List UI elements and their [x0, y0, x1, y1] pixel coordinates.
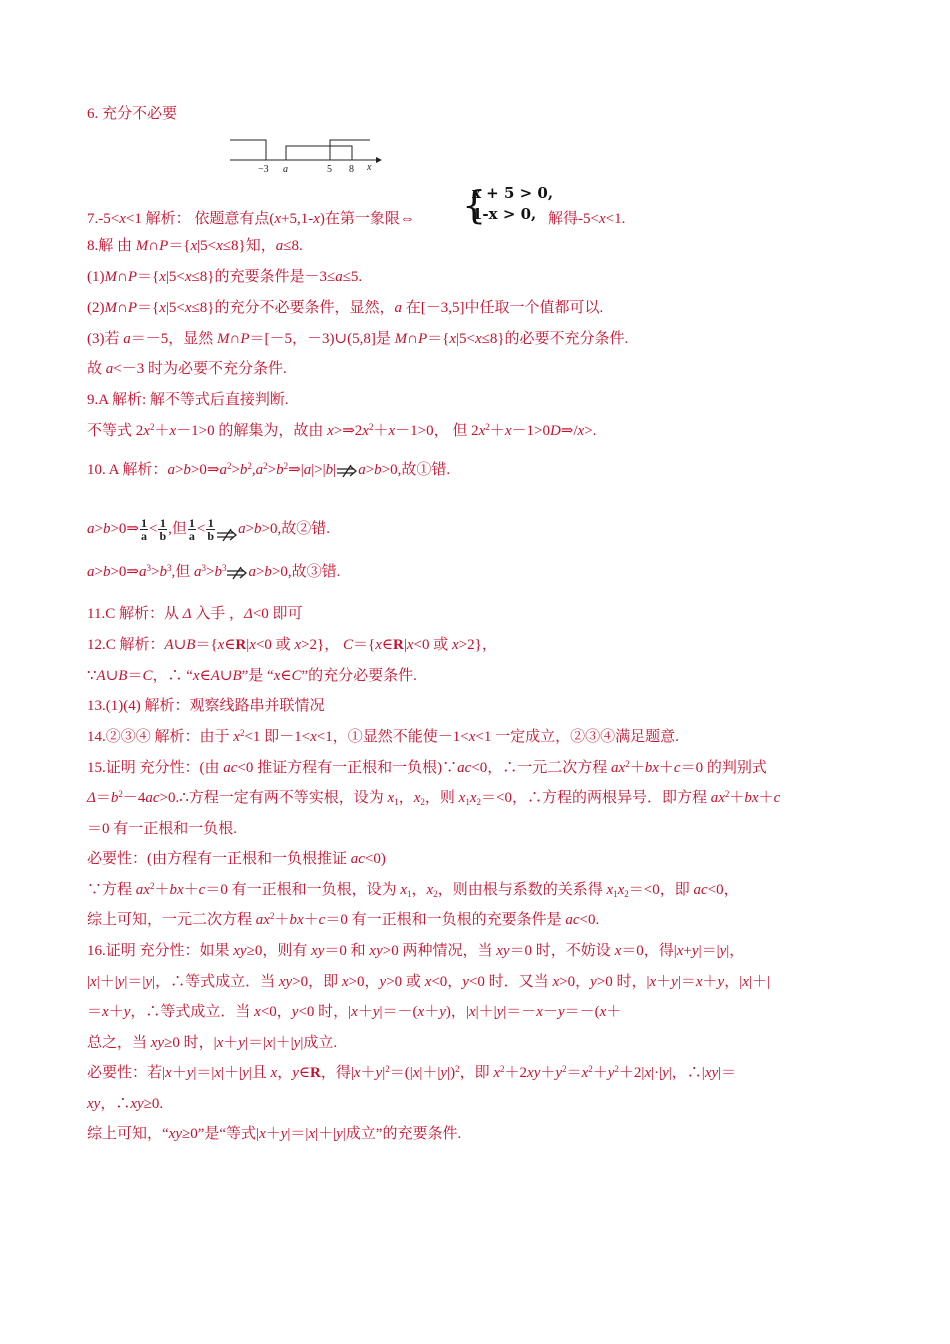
- q8-line-4: (3)若 a＝－5，显然 M∩P＝[－5，－3)∪(5,8]是 M∩P＝{x|5<x≤8}的必要不充分条件.: [87, 331, 629, 347]
- q10-line-1: 10. A 解析：$a>b>0\Rightarrow a^2>b^2,a^2>b^2\Rightarrow|a|>|b|$ a>b>0,故①错.: [87, 461, 451, 478]
- q15-line-4: 必要性：(由方程有一正根和一负根推证 ac<0): [87, 851, 386, 867]
- fraction-1-over-b: $\frac{1}{b}$: [207, 516, 215, 544]
- tick-neg3: −3: [258, 164, 269, 175]
- q7-equation-system: { x + 5 > 0, 1-x > 0,: [462, 183, 554, 227]
- number-line-diagram: [228, 134, 388, 176]
- tick-5: 5: [327, 164, 332, 175]
- q7-line: 7.-5<x<1 解析： 依题意有点(x+5,1-x)在第一象限⇔: [87, 211, 415, 227]
- tick-a: a: [283, 164, 288, 175]
- q15-line-3: ＝0 有一正根和一负根.: [87, 821, 238, 837]
- q8-line-5: 故 a<－3 时为必要不充分条件.: [87, 361, 287, 377]
- q9-line-2: 不等式 $2x^2+x-1>0$ 的解集为，故由 $x>\Rightarrow 2x^2+x-1>0$， 但 $2x^2+x-1>0D\Rightarrow/x>$.: [87, 422, 597, 439]
- q10-line-3: $a>b>0\Rightarrow a^3>b^3$,但 $a^3>b^3$ a>b>0,故③错.: [87, 563, 341, 580]
- q15-line-1: 15.证明 充分性：(由 ac<0 推证方程有一正根和一负根)∵ac<0，∴一元二次方程 $ax^2+bx+c=0$ 的判别式: [87, 759, 767, 776]
- q12-line-2: ∵A∪B＝C，∴ “x∈A∪B”是 “x∈C”的充分必要条件.: [87, 668, 417, 684]
- q9-line-1: 9.A 解析: 解不等式后直接判断.: [87, 392, 289, 408]
- fraction-1-over-a: $\frac{1}{a}$: [141, 516, 147, 544]
- q11-line: 11.C 解析：从 Δ 入手 ，Δ<0 即可: [87, 606, 303, 622]
- not-implies-icon: [336, 464, 358, 478]
- q16-line-4: 总之，当 xy≥0 时，|x＋y|＝|x|＋|y|成立.: [87, 1035, 338, 1051]
- q8-line-1: 8.解 由 M∩P＝{x|5<x≤8}知，a≤8.: [87, 238, 303, 254]
- q14-line: 14.②③④ 解析：由于 $x^2<1$ 即－1<x<1，①显然不能使－1<x<1 一定成立，②③④满足题意.: [87, 728, 679, 745]
- q16-line-7: 综上可知，“xy≥0”是“等式|x＋y|＝|x|＋|y|成立”的充要条件.: [87, 1126, 462, 1142]
- q7-result: 解得-5<x<1.: [548, 211, 626, 227]
- q13-line: 13.(1)(4) 解析：观察线路串并联情况: [87, 698, 325, 714]
- q16-line-6: xy，∴xy≥0.: [87, 1096, 164, 1112]
- q16-line-1: 16.证明 充分性：如果 xy≥0，则有 xy＝0 和 xy>0 两种情况，当 xy＝0 时，不妨设 x＝0，得|x+y|＝|y|，: [87, 943, 745, 959]
- tick-x: x: [367, 162, 372, 173]
- not-implies-icon: [226, 566, 248, 580]
- q16-line-5: 必要性：若|x＋y|＝|x|＋|y|且 x，y∈R，得$|x+y|^2=(|x|+|y|)^2$，即 $x^2+2xy+y^2=x^2+y^2+2|x|\cdot|y|$，∴|xy|＝: [87, 1064, 737, 1081]
- q15-line-6: 综上可知，一元二次方程 $ax^2+bx+c=0$ 有一正根和一负根的充要条件是 ac<0.: [87, 911, 600, 928]
- fraction-1-over-a: $\frac{1}{a}$: [188, 516, 195, 544]
- q15-line-2: $\Delta=b^2-4ac>0.\therefore$方程一定有两不等实根，设为 $x_1$，$x_2$，则 $x_1x_2=<0$，∴方程的两根异号．即方程 $ax^2+bx+c$: [87, 789, 781, 807]
- q8-line-3: (2)M∩P＝{x|5<x≤8}的充分不必要条件，显然，a 在[－3,5]中任取一个值都可以.: [87, 300, 604, 316]
- q12-line-1: 12.C 解析：A∪B＝{x∈R|x<0 或 x>2}， C＝{x∈R|x<0 或 x>2}，: [87, 637, 497, 653]
- q16-line-3: ＝x＋y，∴等式成立．当 x<0，y<0 时，|x＋y|＝－(x＋y)，|x|＋|y|＝－x－y＝－(x＋: [87, 1004, 622, 1020]
- q10-line-2: a>b>0⇒ $\frac{1}{a}$ < $\frac{1}{b}$ ,但 $\frac{1}{a}$ < $\frac{1}{b}$ a>b>0,故②错.: [87, 516, 331, 544]
- not-implies-icon: [216, 523, 238, 537]
- fraction-1-over-b: $\frac{1}{b}$: [159, 516, 167, 544]
- q8-line-2: (1)M∩P＝{x|5<x≤8}的充要条件是－3≤a≤5.: [87, 269, 363, 285]
- q16-line-2: |x|＋|y|＝|y|，∴等式成立．当 xy>0，即 x>0，y>0 或 x<0，y<0 时．又当 x>0，y>0 时，|x＋y|＝x＋y，|x|＋|: [87, 974, 770, 990]
- tick-8: 8: [349, 164, 354, 175]
- q15-line-5: ∵方程 $ax^2+bx+c=0$ 有一正根和一负根，设为 $x_1$，$x_2$，则由根与系数的关系得 $x_1x_2=<0$，即 ac<0，: [87, 881, 739, 899]
- q6-title: 6. 充分不必要: [87, 106, 178, 122]
